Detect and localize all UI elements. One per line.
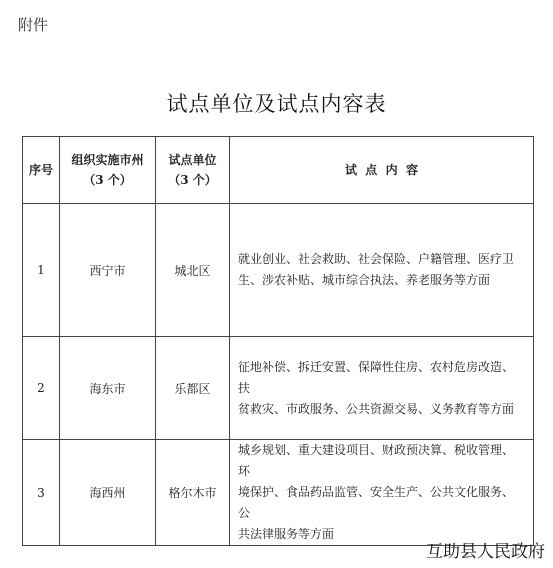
row-content <box>230 337 534 440</box>
row-content-line: 生、涉农补贴、城市综合执法、养老服务等方面 <box>238 273 491 287</box>
row-seq: 2 <box>23 337 60 440</box>
row-seq: 3 <box>23 440 60 546</box>
document-title: 试点单位及试点内容表 <box>166 92 387 116</box>
table-header-row <box>23 137 534 204</box>
table-row <box>23 204 534 337</box>
row-content <box>230 204 534 337</box>
header-unit-line1: 试点单位 <box>168 153 217 167</box>
row-content-line: 共法律服务等方面 <box>238 527 335 541</box>
header-city <box>60 137 156 204</box>
header-city-line2: （3 个） <box>83 173 132 187</box>
table-row <box>23 440 534 546</box>
row-content-line: 城乡规划、重大建设项目、财政预决算、税收管理、环 <box>238 443 515 478</box>
row-unit: 城北区 <box>156 204 230 337</box>
attachment-label: 附件 <box>18 16 49 34</box>
header-unit-line2: （3 个） <box>168 173 217 187</box>
row-content-line: 就业创业、社会救助、社会保险、户籍管理、医疗卫 <box>238 252 515 266</box>
row-unit: 格尔木市 <box>156 440 230 546</box>
pilot-table <box>22 136 534 546</box>
table-row <box>23 337 534 440</box>
row-content-line: 贫救灾、市政服务、公共资源交易、义务教育等方面 <box>238 401 515 416</box>
row-city: 海西州 <box>60 440 156 546</box>
header-content: 试 点 内 容 <box>230 137 534 204</box>
header-unit <box>156 137 230 204</box>
header-seq: 序号 <box>23 137 60 204</box>
row-content-line: 征地补偿、拆迁安置、保障性住房、农村危房改造、扶 <box>238 359 515 395</box>
row-unit: 乐都区 <box>156 337 230 440</box>
source-watermark: 互助县人民政府 <box>426 542 545 562</box>
row-content-line: 境保护、食品药品监管、安全生产、公共文化服务、公 <box>238 485 515 520</box>
row-city: 海东市 <box>60 337 156 440</box>
header-city-line1: 组织实施市州 <box>71 153 144 167</box>
row-city: 西宁市 <box>60 204 156 337</box>
row-content <box>230 440 534 546</box>
row-seq: 1 <box>23 204 60 337</box>
